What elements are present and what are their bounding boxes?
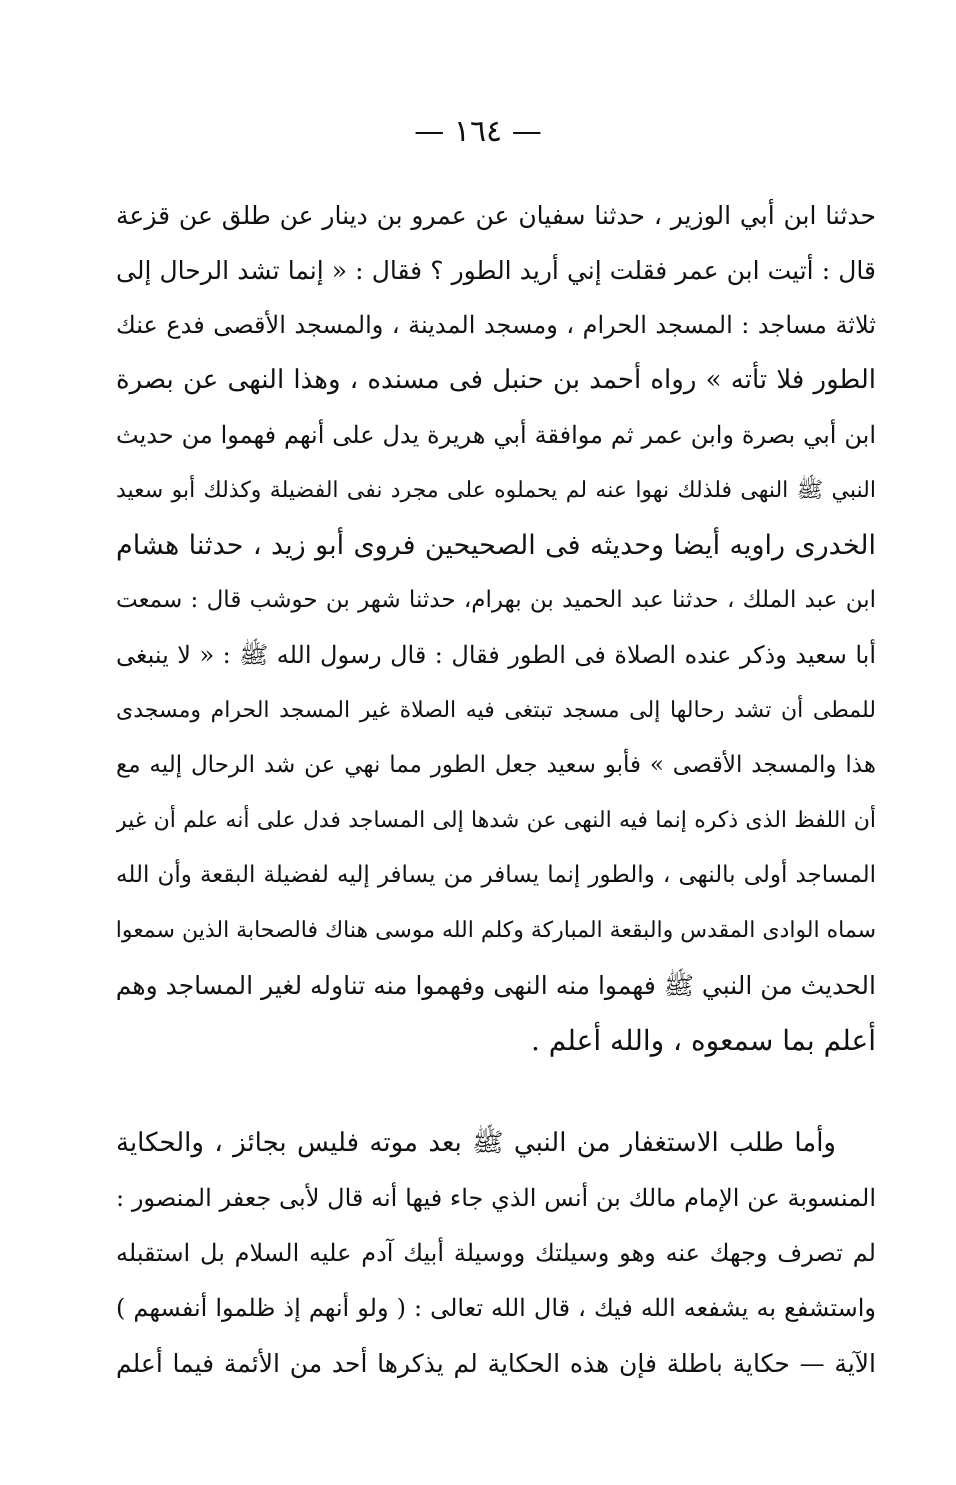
text-line: قال : أتيت ابن عمر فقلت إني أريد الطور ؟ فقال : « إنما تشد الرحال إلى [116,256,876,285]
text-line: وأما طلب الاستغفار من النبي ﷺ بعد موته فليس بجائز ، والحكاية [116,1128,836,1158]
text-line: أعلم بما سمعوه ، والله أعلم . [530,1024,876,1057]
text-line: المنسوبة عن الإمام مالك بن أنس الذي جاء فيها أنه قال لأبى جعفر المنصور : [116,1184,876,1212]
text-line: ثلاثة مساجد : المسجد الحرام ، ومسجد المدينة ، والمسجد الأقصى فدع عنك [116,311,876,339]
text-line: ابن عبد الملك ، حدثنا عبد الحميد بن بهرام، حدثنا شهر بن حوشب قال : سمعت [116,587,876,613]
paragraph-2 [116,1116,876,1391]
text-line: النبي ﷺ النهى فلذلك نهوا عنه لم يحملوه على مجرد نفى الفضيلة وكذلك أبو سعيد [116,478,876,503]
text-line: الحديث من النبي ﷺ فهموا منه النهى وفهموا منه تناوله لغير المساجد وهم [116,971,876,1000]
text-line: الآية — حكاية باطلة فإن هذه الحكاية لم يذكرها أحد من الأئمة فيما أعلم [116,1349,876,1378]
paragraph-1 [116,188,876,1068]
text-line: واستشفع به يشفعه الله فيك ، قال الله تعالى : ( ولو أنهم إذ ظلموا أنفسهم ) [116,1294,876,1322]
text-line: حدثنا ابن أبي الوزير ، حدثنا سفيان عن عمرو بن دينار عن طلق عن قزعة [116,201,876,230]
text-line: هذا والمسجد الأقصى » فأبو سعيد جعل الطور مما نهي عن شد الرحال إليه مع [116,752,876,778]
text-line: الخدرى راويه أيضا وحديثه فى الصحيحين فروى أبو زيد ، حدثنا هشام [116,530,876,561]
text-line: لم تصرف وجهك عنه وهو وسيلتك ووسيلة أبيك آدم عليه السلام بل استقبله [116,1239,876,1267]
text-line: أبا سعيد وذكر عنده الصلاة فى الطور فقال : قال رسول الله ﷺ : « لا ينبغى [116,641,876,669]
page-number: — ١٦٤ — [414,114,542,149]
text-line: للمطى أن تشد رحالها إلى مسجد تبتغى فيه الصلاة غير المسجد الحرام ومسجدى [116,698,876,723]
text-line: ابن أبي بصرة وابن عمر ثم موافقة أبي هريرة يدل على أنهم فهموا من حديث [116,421,876,449]
text-line: سماه الوادى المقدس والبقعة المباركة وكلم الله موسى هناك فالصحابة الذين سمعوا [116,918,876,943]
text-line: الطور فلا تأته » رواه أحمد بن حنبل فى مسنده ، وهذا النهى عن بصرة [116,365,876,395]
text-line: المساجد أولى بالنهى ، والطور إنما يسافر من يسافر إليه لفضيلة البقعة وأن الله [116,862,876,888]
text-line: أن اللفظ الذى ذكره إنما فيه النهى عن شدها إلى المساجد فدل على أنه علم أن غير [116,808,876,833]
